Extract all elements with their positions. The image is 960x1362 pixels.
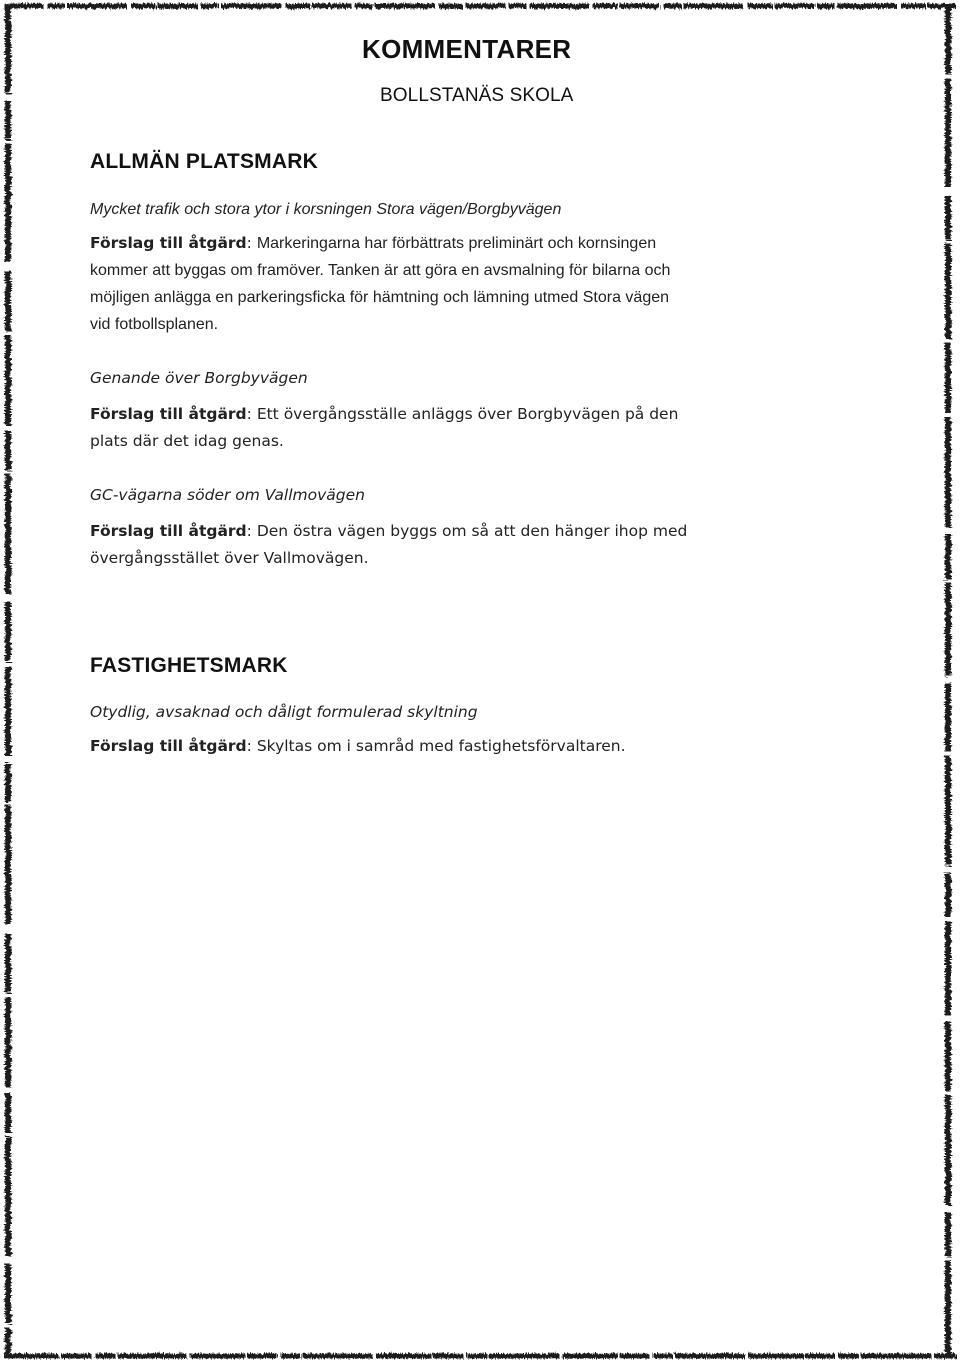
item-title: Otydlig, avsaknad och dåligt formulerad skyltning <box>90 703 478 721</box>
item-label: Förslag till åtgärd <box>90 737 247 755</box>
item-text: Markeringarna har förbättrats preliminärt och kornsingen kommer att byggas om framöver. Tanken är att göra en avsmalning för bilarna och möjligen anlägga en parkeringsficka för hämtning och lämning utmed Stora vägen vid fotbollsplanen. <box>90 235 671 333</box>
item-body <box>90 230 690 338</box>
item-label: Förslag till åtgärd <box>90 234 247 252</box>
item-text: Ett övergångsställe anläggs över Borgbyvägen på den plats där det idag genas. <box>90 405 679 450</box>
label-colon: : <box>246 234 257 252</box>
document-title: KOMMENTARER <box>362 34 572 64</box>
section-heading-allman-platsmark: ALLMÄN PLATSMARK <box>90 150 318 173</box>
item-title: GC-vägarna söder om Vallmovägen <box>90 486 365 504</box>
label-colon: : <box>246 522 257 540</box>
item-title: Mycket trafik och stora ytor i korsningen Stora vägen/Borgbyvägen <box>90 201 562 218</box>
section-heading-fastighetsmark: FASTIGHETSMARK <box>90 654 288 677</box>
item-text: Skyltas om i samråd med fastighetsförvaltaren. <box>256 737 626 755</box>
document-subtitle: BOLLSTANÄS SKOLA <box>380 85 574 106</box>
item-body <box>90 518 690 572</box>
item-text: Den östra vägen byggs om så att den hänger ihop med övergångsstället över Vallmovägen. <box>90 522 688 567</box>
document-body <box>90 150 690 760</box>
label-colon: : <box>246 737 257 755</box>
item-body <box>90 401 690 455</box>
label-colon: : <box>246 405 257 423</box>
item-label: Förslag till åtgärd <box>90 405 247 423</box>
item-label: Förslag till åtgärd <box>90 522 247 540</box>
item-title: Genande över Borgbyvägen <box>90 369 308 387</box>
item-body <box>90 733 690 760</box>
